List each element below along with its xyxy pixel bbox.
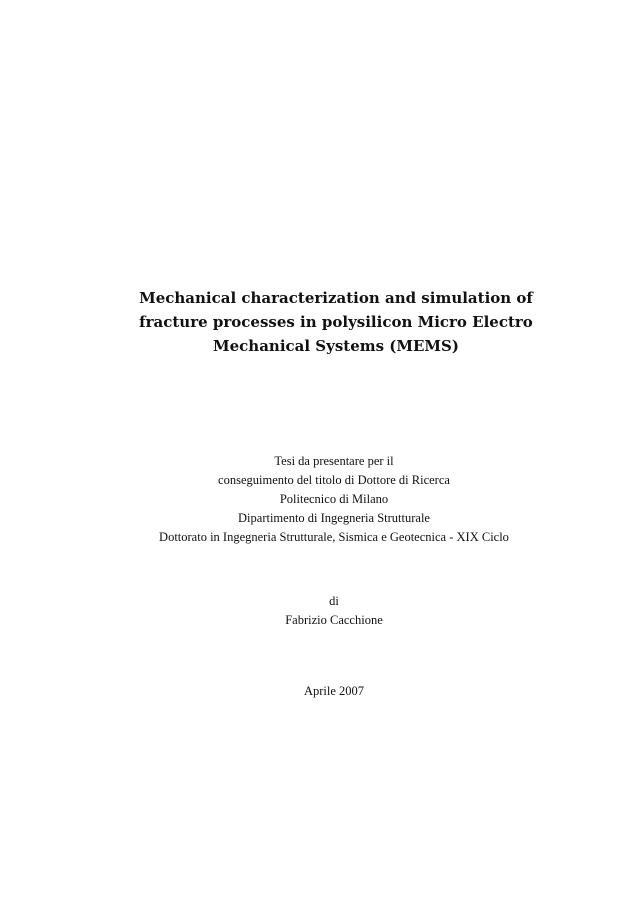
thesis-info-doctorate: Dottorato in Ingegneria Strutturale, Sismica e Geotecnica - XIX Ciclo: [159, 530, 509, 544]
thesis-info-university: Politecnico di Milano: [279, 492, 389, 506]
thesis-title: [0, 286, 638, 358]
author-prefix: di: [329, 594, 339, 608]
thesis-title-line-2: fracture processes in polysilicon Micro Electro: [139, 313, 533, 331]
thesis-title-line-1: Mechanical characterization and simulation of: [139, 289, 533, 307]
thesis-info-department: Dipartimento di Ingegneria Strutturale: [238, 511, 430, 525]
thesis-info-block: [0, 452, 638, 547]
author-name: Fabrizio Cacchione: [285, 613, 383, 627]
thesis-date: Aprile 2007: [303, 684, 365, 698]
thesis-info-line-1: Tesi da presentare per il: [274, 454, 394, 468]
thesis-info-line-2: conseguimento del titolo di Dottore di Ricerca: [218, 473, 450, 487]
author-block: [0, 592, 638, 630]
thesis-title-line-3: Mechanical Systems (MEMS): [213, 337, 459, 355]
